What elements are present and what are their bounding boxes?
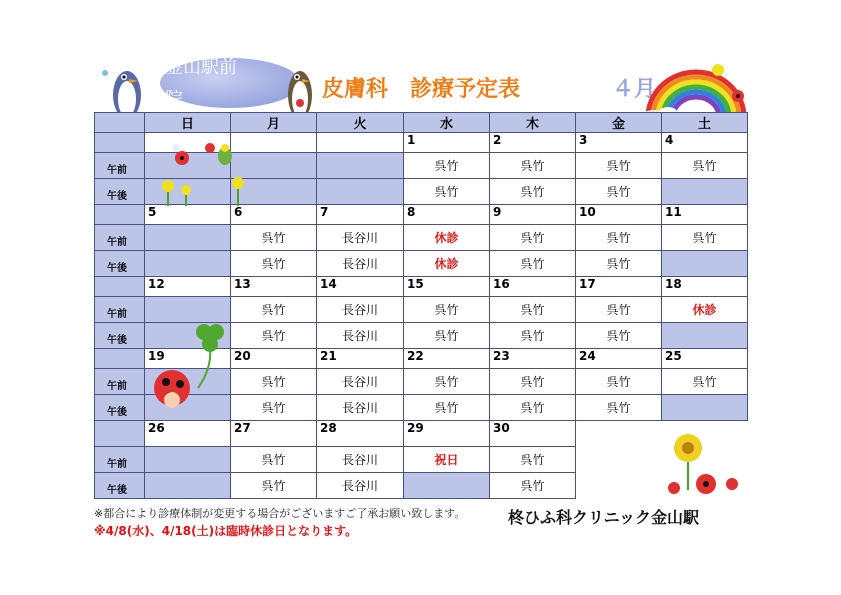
day-number xyxy=(317,133,404,153)
day-number: 27 xyxy=(231,421,317,447)
clinic-badge-line2: 院 xyxy=(165,89,183,110)
schedule-cell: 呉竹 xyxy=(662,225,748,251)
schedule-cell: 呉竹 xyxy=(662,369,748,395)
schedule-cell: 長谷川 xyxy=(317,251,404,277)
schedule-cell: 呉竹 xyxy=(231,369,317,395)
schedule-cell: 呉竹 xyxy=(490,395,576,421)
day-number: 16 xyxy=(490,277,576,297)
schedule-cell: 呉竹 xyxy=(231,297,317,323)
day-number: 29 xyxy=(404,421,490,447)
weekday-header: 金 xyxy=(576,113,662,133)
schedule-cell: 呉竹 xyxy=(490,225,576,251)
schedule-cell: 呉竹 xyxy=(490,251,576,277)
note-closure-dates: ※4/8(水)、4/18(土)は臨時休診日となります。 xyxy=(94,524,358,538)
week-label-spacer xyxy=(95,421,145,447)
day-number: 12 xyxy=(145,277,231,297)
weekday-header: 日 xyxy=(145,113,231,133)
day-number: 25 xyxy=(662,349,748,369)
schedule-cell: 呉竹 xyxy=(490,447,576,473)
schedule-cell xyxy=(145,473,231,499)
schedule-cell: 呉竹 xyxy=(490,369,576,395)
schedule-cell: 長谷川 xyxy=(317,297,404,323)
schedule-cell: 呉竹 xyxy=(490,297,576,323)
schedule-cell: 呉竹 xyxy=(576,369,662,395)
day-number: 5 xyxy=(145,205,231,225)
day-number: 19 xyxy=(145,349,231,369)
day-number: 10 xyxy=(576,205,662,225)
day-number: 3 xyxy=(576,133,662,153)
ladybug-flowers-illustration xyxy=(148,138,258,208)
day-number: 26 xyxy=(145,421,231,447)
schedule-cell xyxy=(662,251,748,277)
schedule-cell: 祝日 xyxy=(404,447,490,473)
schedule-cell: 呉竹 xyxy=(576,153,662,179)
schedule-cell: 呉竹 xyxy=(404,297,490,323)
weekday-header: 土 xyxy=(662,113,748,133)
note-schedule-change: ※都合により診療体制が変更する場合がございますご了承お願い致します。 xyxy=(94,507,466,520)
day-number: 20 xyxy=(231,349,317,369)
day-number: 8 xyxy=(404,205,490,225)
schedule-cell: 呉竹 xyxy=(490,323,576,349)
day-number: 28 xyxy=(317,421,404,447)
schedule-cell: 休診 xyxy=(404,225,490,251)
weekday-header: 火 xyxy=(317,113,404,133)
clinic-badge-text xyxy=(165,52,275,116)
schedule-cell: 長谷川 xyxy=(317,323,404,349)
schedule-cell: 呉竹 xyxy=(576,251,662,277)
schedule-cell: 呉竹 xyxy=(490,473,576,499)
schedule-cell xyxy=(662,323,748,349)
week-label-spacer xyxy=(95,205,145,225)
day-number: 9 xyxy=(490,205,576,225)
month-label: ４月 xyxy=(612,77,657,102)
session-label-pm: 午後 xyxy=(95,395,145,421)
schedule-cell: 呉竹 xyxy=(231,251,317,277)
day-number: 24 xyxy=(576,349,662,369)
schedule-cell: 休診 xyxy=(404,251,490,277)
day-number: 1 xyxy=(404,133,490,153)
ladybug-illustration xyxy=(148,362,198,412)
schedule-cell: 呉竹 xyxy=(576,323,662,349)
week-am-row xyxy=(95,447,748,473)
schedule-cell: 呉竹 xyxy=(404,395,490,421)
day-number: 6 xyxy=(231,205,317,225)
schedule-cell: 長谷川 xyxy=(317,395,404,421)
week-label-spacer xyxy=(95,277,145,297)
day-number: 22 xyxy=(404,349,490,369)
schedule-cell: 長谷川 xyxy=(317,473,404,499)
session-label-am: 午前 xyxy=(95,297,145,323)
week-pm-row xyxy=(95,251,748,277)
day-number: 18 xyxy=(662,277,748,297)
schedule-cell: 呉竹 xyxy=(404,369,490,395)
schedule-cell: 呉竹 xyxy=(231,473,317,499)
weekday-header-row xyxy=(95,113,748,133)
schedule-cell: 呉竹 xyxy=(231,395,317,421)
schedule-cell xyxy=(317,153,404,179)
page-title: 皮膚科 診療予定表 xyxy=(322,77,521,102)
sunflower-ladybug-illustration xyxy=(660,432,740,504)
session-label-am: 午前 xyxy=(95,153,145,179)
day-number: 4 xyxy=(662,133,748,153)
schedule-cell xyxy=(145,447,231,473)
schedule-cell: 呉竹 xyxy=(231,225,317,251)
schedule-cell: 呉竹 xyxy=(576,297,662,323)
week-label-spacer xyxy=(95,133,145,153)
schedule-cell: 呉竹 xyxy=(576,395,662,421)
day-number: 13 xyxy=(231,277,317,297)
week-label-spacer xyxy=(95,349,145,369)
session-label-pm: 午後 xyxy=(95,251,145,277)
day-number: 2 xyxy=(490,133,576,153)
schedule-cell: 呉竹 xyxy=(404,153,490,179)
schedule-cell xyxy=(576,473,662,499)
session-label-am: 午前 xyxy=(95,225,145,251)
schedule-cell: 呉竹 xyxy=(404,323,490,349)
session-label-pm: 午後 xyxy=(95,323,145,349)
week-pm-row xyxy=(95,473,748,499)
schedule-cell xyxy=(145,251,231,277)
schedule-cell xyxy=(404,473,490,499)
day-number: 21 xyxy=(317,349,404,369)
schedule-cell: 呉竹 xyxy=(576,179,662,205)
session-label-pm: 午後 xyxy=(95,179,145,205)
schedule-cell: 呉竹 xyxy=(231,323,317,349)
schedule-cell xyxy=(662,179,748,205)
weekday-header: 水 xyxy=(404,113,490,133)
schedule-cell xyxy=(317,179,404,205)
weekday-header: 月 xyxy=(231,113,317,133)
clinic-badge-line1: 金山駅前 xyxy=(165,57,237,78)
day-number xyxy=(576,421,662,447)
schedule-cell: 休診 xyxy=(662,297,748,323)
session-label-am: 午前 xyxy=(95,447,145,473)
session-label-am: 午前 xyxy=(95,369,145,395)
day-number: 14 xyxy=(317,277,404,297)
schedule-cell: 長谷川 xyxy=(317,225,404,251)
schedule-cell: 長谷川 xyxy=(317,369,404,395)
week-day-number-row xyxy=(95,277,748,297)
schedule-cell: 呉竹 xyxy=(404,179,490,205)
weekday-header: 木 xyxy=(490,113,576,133)
clinic-name: 柊ひふ科クリニック金山駅 xyxy=(508,508,700,527)
schedule-cell xyxy=(145,225,231,251)
schedule-cell: 長谷川 xyxy=(317,447,404,473)
session-label-pm: 午後 xyxy=(95,473,145,499)
schedule-cell: 呉竹 xyxy=(231,447,317,473)
day-number: 7 xyxy=(317,205,404,225)
schedule-cell xyxy=(662,395,748,421)
week-am-row xyxy=(95,225,748,251)
schedule-cell: 呉竹 xyxy=(490,153,576,179)
week-day-number-row xyxy=(95,421,748,447)
schedule-cell xyxy=(576,447,662,473)
day-number: 11 xyxy=(662,205,748,225)
day-number: 30 xyxy=(490,421,576,447)
schedule-cell: 呉竹 xyxy=(662,153,748,179)
corner-cell xyxy=(95,113,145,133)
schedule-cell: 呉竹 xyxy=(490,179,576,205)
day-number: 15 xyxy=(404,277,490,297)
day-number: 17 xyxy=(576,277,662,297)
day-number: 23 xyxy=(490,349,576,369)
schedule-cell: 呉竹 xyxy=(576,225,662,251)
